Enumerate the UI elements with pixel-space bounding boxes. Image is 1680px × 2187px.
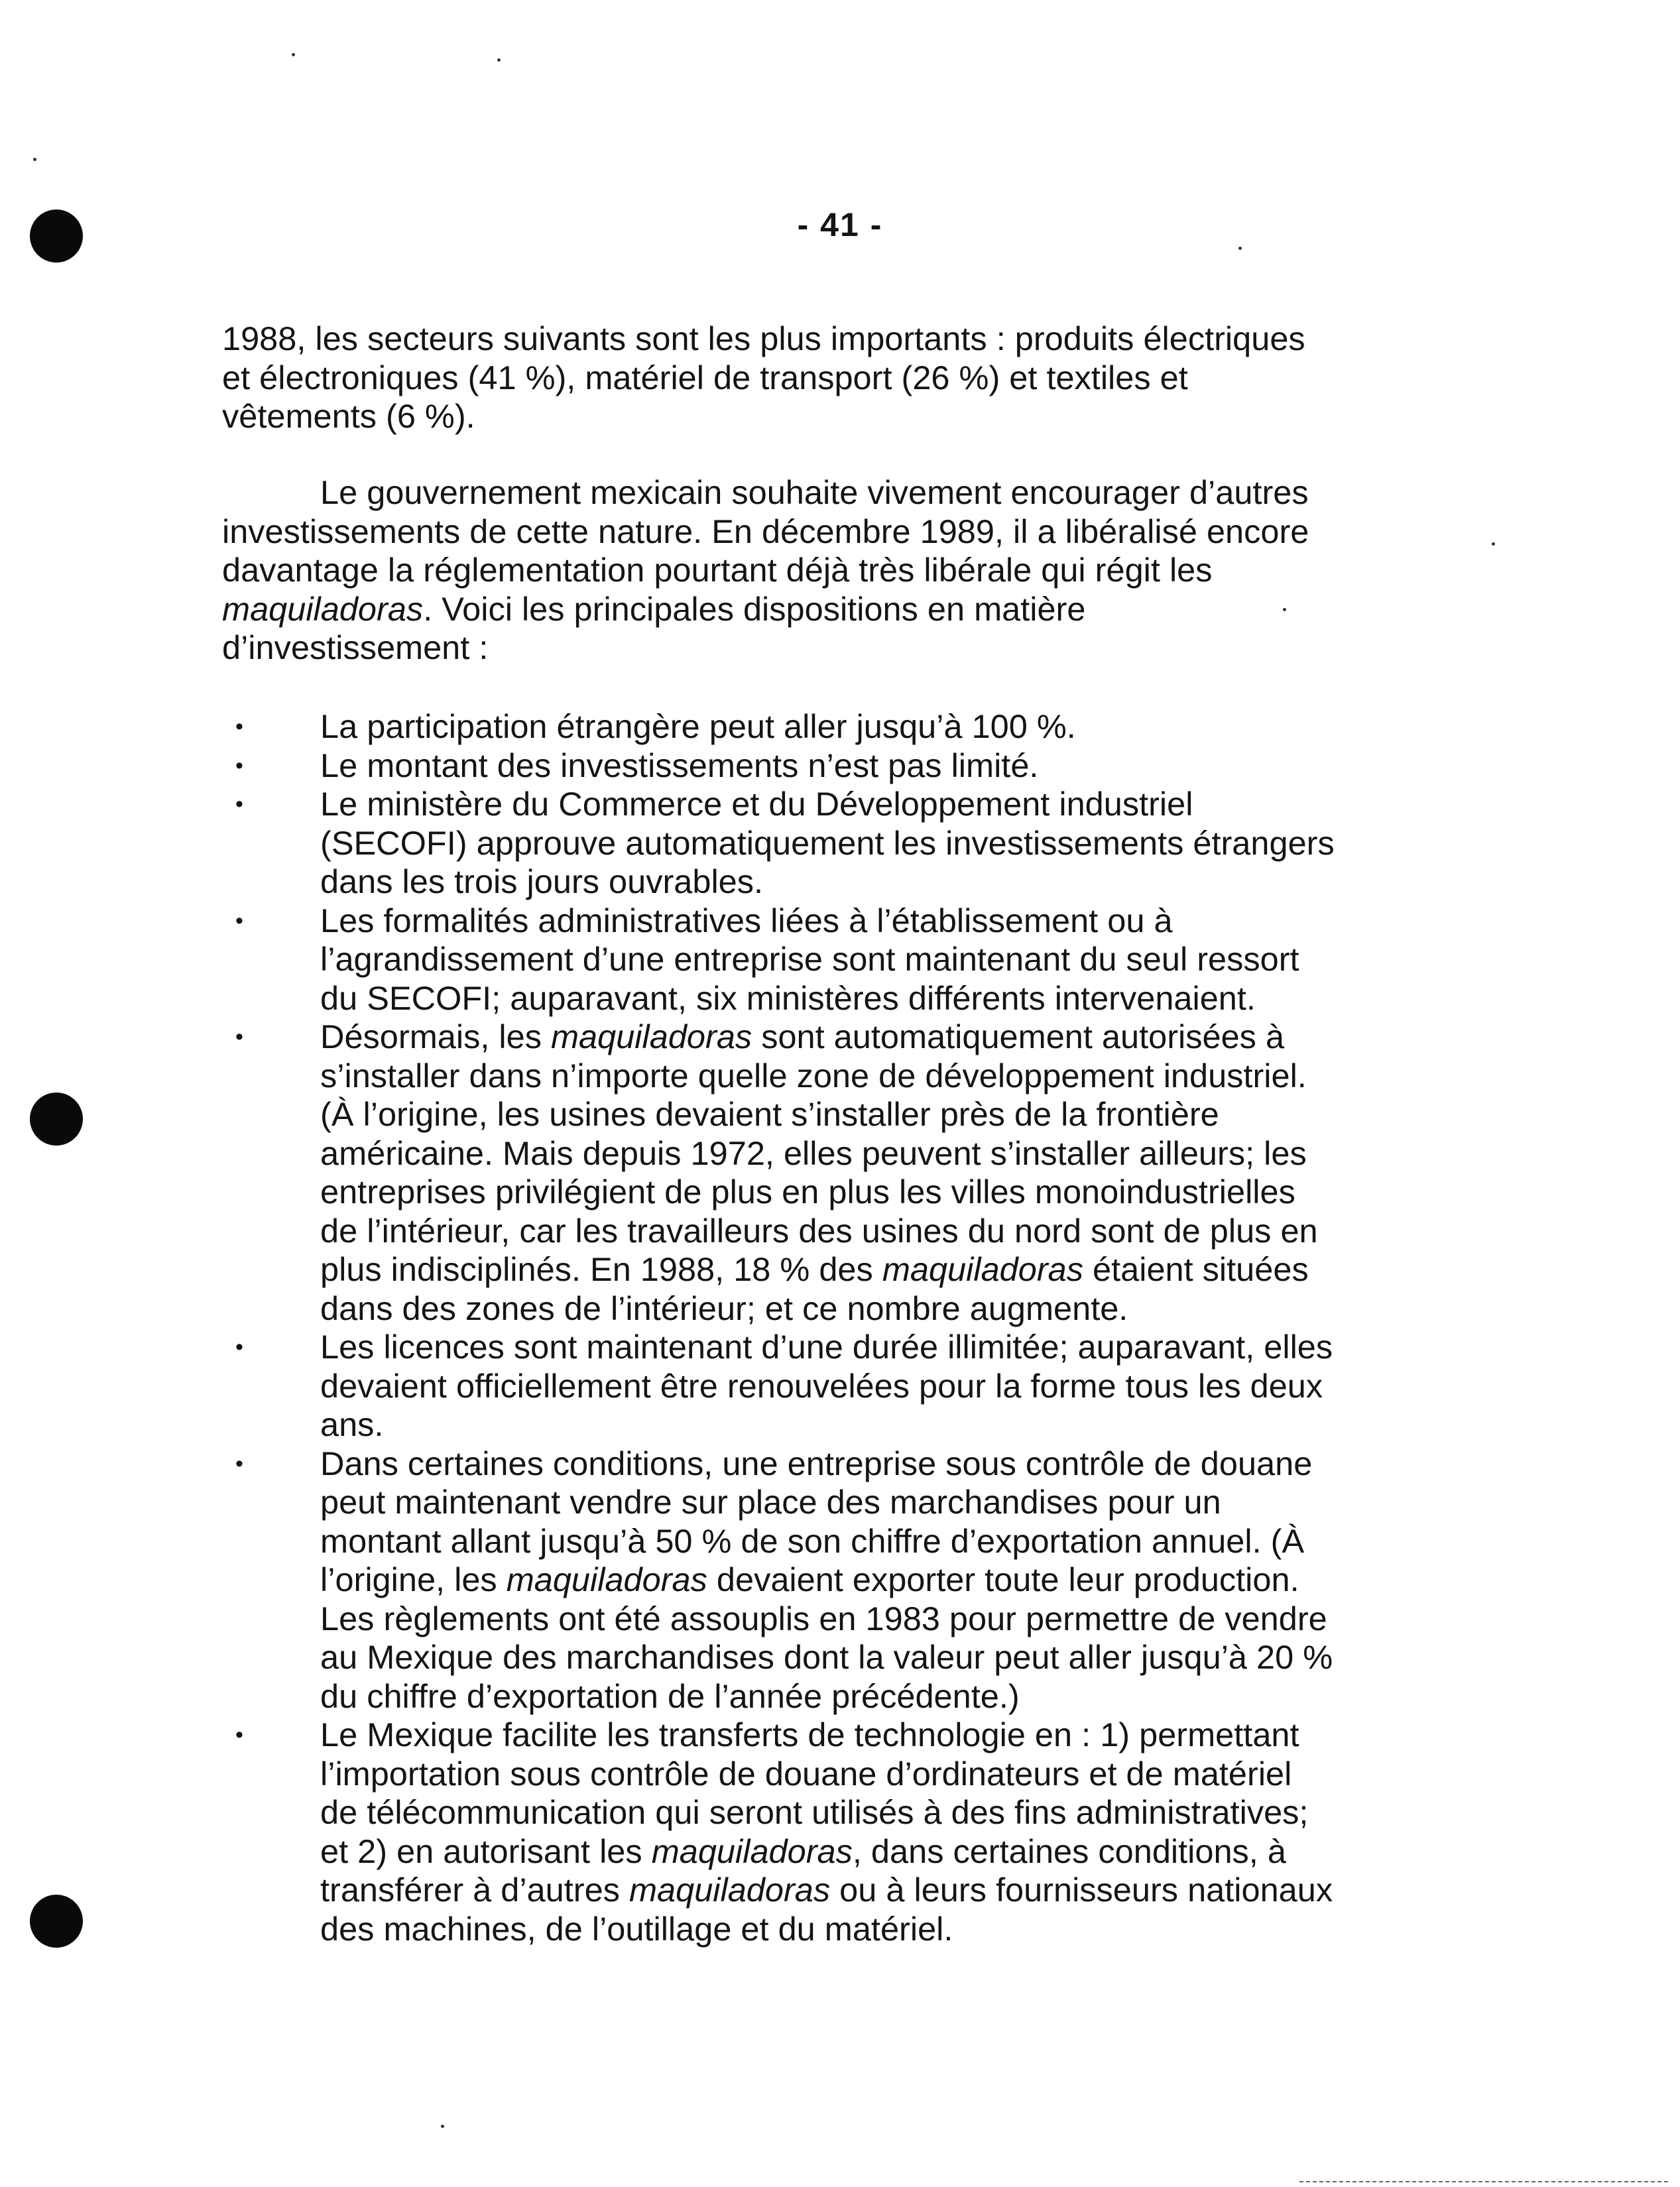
- list-item: [222, 746, 1541, 786]
- scan-speck: [441, 2125, 444, 2128]
- list-item-text: [320, 1018, 1541, 1328]
- list-item: [222, 1716, 1541, 1948]
- list-item-text: [320, 785, 1541, 902]
- list-item-text: [320, 1716, 1541, 1948]
- punch-hole-bottom: [30, 1895, 83, 1948]
- page-number: - 41 -: [797, 206, 883, 243]
- italic-term: maquiladoras: [550, 1018, 752, 1055]
- bullet-icon: •: [235, 1024, 243, 1049]
- italic-term: maquiladoras: [222, 589, 424, 628]
- text-segment: Désormais, les: [320, 1018, 551, 1055]
- footer-rule: [1299, 2181, 1671, 2182]
- list-item: [222, 1018, 1541, 1328]
- text-segment: , dans certaines conditions, à transférer à d’autres: [320, 1832, 1286, 1909]
- paragraph-text: [222, 320, 1535, 436]
- list-item: [222, 902, 1541, 1018]
- text-segment: Le montant des investissements n’est pas limité.: [320, 746, 1039, 784]
- bullet-icon: •: [235, 714, 243, 739]
- list-item: [222, 1328, 1541, 1445]
- list-item-text: [320, 902, 1541, 1018]
- text-segment: étaient situées dans des zones de l’intérieur; et ce nombre augmente.: [320, 1250, 1309, 1327]
- text-segment: 1988, les secteurs suivants sont les plus importants : produits électriques et électroniques (41 %), matériel de transport (26 %) et textiles et vêtements (6 %).: [222, 320, 1305, 435]
- scan-speck: [33, 158, 36, 161]
- italic-term: maquiladoras: [629, 1871, 831, 1909]
- italic-term: maquiladoras: [651, 1832, 853, 1870]
- scan-speck: [292, 53, 295, 56]
- bullet-icon: •: [235, 792, 243, 817]
- punch-hole-middle: [30, 1093, 83, 1146]
- bullet-icon: •: [235, 752, 243, 778]
- text-segment: Le gouvernement mexicain souhaite vivement encourager d’autres investissements de cette nature. En décembre 1989, il a libéralisé encore davantage la réglementation pourtant déjà très libérale qui régit les: [222, 473, 1309, 589]
- paragraph-intro: [222, 320, 1535, 436]
- italic-term: maquiladoras: [882, 1250, 1083, 1288]
- text-segment: Les licences sont maintenant d’une durée illimitée; auparavant, elles devaient officiellement être renouvelées pour la forme tous les deux ans.: [320, 1328, 1333, 1443]
- text-segment: sont automatiquement autorisées à s’installer dans n’importe quelle zone de développement industriel. (À l’origine, les usines devaient s’installer près de la frontière américaine. Mais depuis 1972, elles peuvent s’installer ailleurs; les entreprises privilégient de plus en plus les villes monoindustrielles de l’intérieur, car les travailleurs des usines du nord sont de plus en plus indisciplinés. En 1988, 18 % des: [320, 1018, 1318, 1288]
- list-item: [222, 1445, 1541, 1716]
- paragraph-government: [222, 473, 1535, 668]
- bullet-icon: •: [235, 1722, 243, 1747]
- text-segment: La participation étrangère peut aller jusqu’à 100 %.: [320, 707, 1076, 745]
- list-item-text: [320, 1328, 1541, 1445]
- bullet-icon: •: [235, 1334, 243, 1360]
- bullet-icon: •: [235, 908, 243, 933]
- italic-term: maquiladoras: [506, 1561, 707, 1598]
- text-segment: Dans certaines conditions, une entreprise sous contrôle de douane peut maintenant vendre sur place des marchandises pour un montant allant jusqu’à 50 % de son chiffre d’exportation annuel. (À l’origine, les: [320, 1444, 1313, 1598]
- list-item: [222, 785, 1541, 902]
- list-item-text: [320, 746, 1541, 786]
- bullet-icon: •: [235, 1450, 243, 1476]
- scan-speck: [497, 58, 501, 62]
- scan-speck: [1238, 247, 1242, 250]
- paragraph-text: [222, 473, 1535, 668]
- text-segment: Le ministère du Commerce et du Développement industriel (SECOFI) approuve automatiquement les investissements étrangers dans les trois jours ouvrables.: [320, 785, 1335, 900]
- text-segment: devaient exporter toute leur production. Les règlements ont été assouplis en 1983 pour permettre de vendre au Mexique des marchandises dont la valeur peut aller jusqu’à 20 % du chiffre d’exportation de l’année précédente.): [320, 1561, 1333, 1715]
- list-item-text: [320, 1445, 1541, 1716]
- text-segment: Les formalités administratives liées à l’établissement ou à l’agrandissement d’une entreprise sont maintenant du seul ressort du SECOFI; auparavant, six ministères différents intervenaient.: [320, 901, 1299, 1017]
- text-segment: . Voici les principales dispositions en matière d’investissement :: [222, 589, 1086, 666]
- list-item-text: [320, 707, 1541, 746]
- list-item: [222, 707, 1541, 746]
- text-segment: ou à leurs fournisseurs nationaux des machines, de l’outillage et du matériel.: [320, 1871, 1333, 1948]
- provisions-list: [222, 707, 1541, 1948]
- text-segment: Le Mexique facilite les transferts de technologie en : 1) permettant l’importation sous contrôle de douane d’ordinateurs et de matériel de télécommunication qui seront utilisés à des fins administratives; et 2) en autorisant les: [320, 1716, 1309, 1870]
